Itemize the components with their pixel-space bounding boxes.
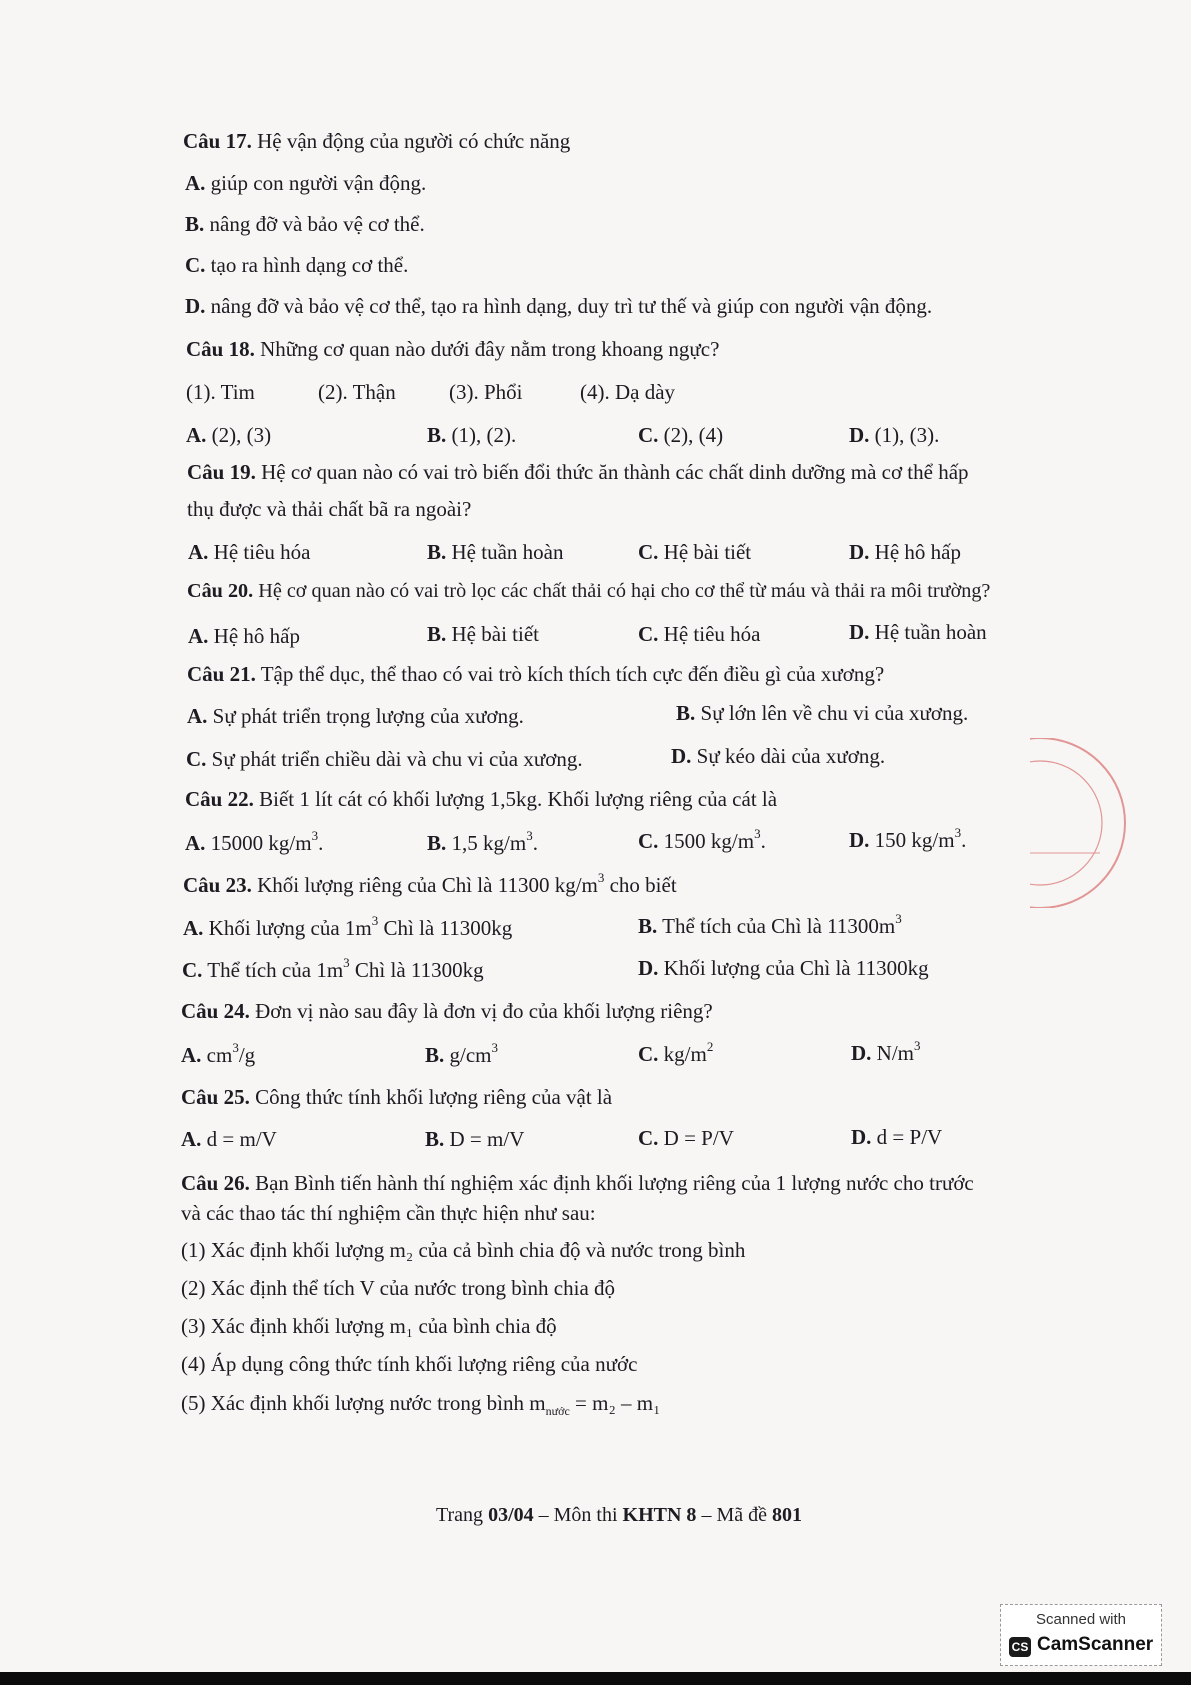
- option-text: nâng đỡ và bảo vệ cơ thể, tạo ra hình dạng, duy trì tư thế và giúp con người vận động.: [205, 294, 933, 318]
- option-c: [182, 957, 484, 983]
- question-label: Câu 21.: [187, 662, 256, 686]
- option-text: Khối lượng của 1m: [203, 916, 372, 940]
- option-letter: C.: [186, 747, 207, 771]
- option-d: [849, 619, 987, 645]
- option-text: (2), (4): [658, 423, 724, 447]
- option-a: [187, 703, 524, 729]
- question-text: Hệ vận động của người có chức năng: [251, 129, 571, 153]
- exponent: 3: [754, 826, 761, 841]
- option-text: Hệ bài tiết: [658, 540, 752, 564]
- option-text: tạo ra hình dạng cơ thể.: [205, 253, 409, 277]
- organ-item: (2). Thận: [318, 380, 396, 404]
- option-d: [849, 422, 939, 448]
- page-footer: [436, 1504, 802, 1527]
- option-letter: A.: [188, 540, 209, 564]
- option-letter: A.: [181, 1043, 202, 1067]
- option-b: [425, 1042, 498, 1068]
- exponent: 3: [895, 911, 902, 926]
- footer-text: – Mã đề: [696, 1504, 772, 1526]
- option-text: N/m: [871, 1041, 915, 1065]
- option-letter: D.: [849, 540, 870, 564]
- question-text-end: cho biết: [604, 873, 677, 897]
- footer-text: Trang: [436, 1504, 489, 1526]
- question-text: Những cơ quan nào dưới đây nằm trong khoang ngực?: [254, 337, 720, 361]
- option-a: [185, 170, 426, 196]
- option-text-end: Chì là 11300kg: [378, 916, 513, 940]
- option-b: [638, 913, 902, 939]
- option-b: [427, 422, 516, 448]
- exponent: 3: [491, 1040, 499, 1055]
- option-b: [427, 539, 563, 565]
- option-a: [183, 915, 512, 941]
- option-text-end: .: [760, 829, 766, 853]
- option-letter: C.: [638, 1042, 659, 1066]
- exponent: 3: [371, 913, 379, 928]
- option-text: 1,5 kg/m: [446, 831, 527, 855]
- question-label: Câu 26.: [181, 1171, 250, 1195]
- option-text: d = m/V: [201, 1127, 277, 1151]
- option-text: Thể tích của Chì là 11300m: [657, 914, 896, 938]
- option-letter: D.: [638, 956, 659, 980]
- option-text: Hệ hô hấp: [869, 540, 961, 564]
- camscanner-badge: [1000, 1604, 1162, 1666]
- option-d: [849, 827, 966, 853]
- step-4: (4) Áp dụng công thức tính khối lượng riêng của nước: [181, 1352, 638, 1376]
- question-21: [187, 661, 884, 687]
- option-text: nâng đỡ và bảo vệ cơ thể.: [204, 212, 425, 236]
- question-text: Bạn Bình tiến hành thí nghiệm xác định khối lượng riêng của 1 lượng nước cho trước: [249, 1171, 974, 1195]
- option-text: 150 kg/m: [869, 828, 955, 852]
- option-letter: B.: [185, 212, 205, 236]
- option-letter: A.: [185, 831, 206, 855]
- option-letter: D.: [185, 294, 206, 318]
- question-label: Câu 25.: [181, 1085, 250, 1109]
- footer-page: 03/04: [488, 1504, 534, 1526]
- option-letter: D.: [849, 620, 870, 644]
- option-text: cm: [201, 1043, 233, 1067]
- option-text: d = P/V: [871, 1125, 943, 1149]
- option-text-end: /g: [238, 1043, 256, 1067]
- option-text-end: .: [318, 831, 324, 855]
- option-letter: C.: [638, 1126, 659, 1150]
- exponent: 3: [311, 828, 319, 843]
- step-3: (3) Xác định khối lượng m₁ của bình chia độ: [181, 1314, 557, 1338]
- option-text: Hệ tuần hoàn: [446, 540, 564, 564]
- camscanner-logo-icon: CS: [1009, 1637, 1031, 1657]
- option-text: (1), (2).: [446, 423, 517, 447]
- step-5-end: = m₂ – m₁: [569, 1391, 661, 1415]
- option-letter: B.: [676, 701, 696, 725]
- step-1: (1) Xác định khối lượng m₂ của cả bình chia độ và nước trong bình: [181, 1238, 746, 1262]
- option-c: [638, 1041, 713, 1067]
- option-letter: A.: [183, 916, 204, 940]
- option-b: [427, 621, 539, 647]
- option-letter: C.: [638, 423, 659, 447]
- option-letter: D.: [671, 744, 692, 768]
- option-b: [676, 700, 968, 726]
- option-d: [849, 539, 961, 565]
- subscript: nước: [545, 1404, 570, 1419]
- option-c: [186, 746, 583, 772]
- organ-item: (3). Phổi: [449, 380, 523, 404]
- option-text: kg/m: [658, 1042, 707, 1066]
- option-text: 15000 kg/m: [205, 831, 312, 855]
- option-text: D = P/V: [658, 1126, 734, 1150]
- option-letter: B.: [425, 1043, 445, 1067]
- step-5-text: (5) Xác định khối lượng nước trong bình m: [181, 1391, 546, 1415]
- organ-item: (1). Tim: [186, 380, 255, 404]
- option-b: [425, 1126, 524, 1152]
- option-text: 1500 kg/m: [658, 829, 755, 853]
- option-letter: D.: [849, 828, 870, 852]
- question-24: [181, 998, 713, 1024]
- option-b: [185, 211, 425, 237]
- option-c: [638, 539, 751, 565]
- option-text: Hệ tuần hoàn: [869, 620, 987, 644]
- question-label: Câu 17.: [183, 129, 252, 153]
- option-text-end: Chì là 11300kg: [349, 958, 484, 982]
- option-letter: C.: [638, 829, 659, 853]
- option-text: (1), (3).: [869, 423, 940, 447]
- question-22: [185, 786, 777, 812]
- option-text: Sự phát triển trọng lượng của xương.: [207, 704, 524, 728]
- option-text: Sự lớn lên về chu vi của xương.: [695, 701, 969, 725]
- option-a: [185, 830, 323, 856]
- question-label: Câu 19.: [187, 460, 256, 484]
- option-d: [638, 955, 929, 981]
- option-c: [185, 252, 408, 278]
- question-23: [183, 872, 677, 898]
- option-a: [181, 1042, 255, 1068]
- exponent: 3: [526, 828, 533, 843]
- option-text: D = m/V: [444, 1127, 525, 1151]
- option-text: giúp con người vận động.: [205, 171, 427, 195]
- exponent: 3: [914, 1038, 921, 1053]
- question-text: Biết 1 lít cát có khối lượng 1,5kg. Khối lượng riêng của cát là: [253, 787, 778, 811]
- option-c: [638, 621, 760, 647]
- question-text: Hệ cơ quan nào có vai trò lọc các chất thải có hại cho cơ thể từ máu và thải ra môi trường?: [253, 580, 991, 602]
- option-letter: B.: [638, 914, 658, 938]
- organ-item: (4). Dạ dày: [580, 380, 676, 404]
- option-text-end: .: [532, 831, 538, 855]
- question-text: Khối lượng riêng của Chì là 11300 kg/m: [251, 873, 598, 897]
- scanned-with-text: Scanned with: [1035, 1611, 1127, 1628]
- exponent: 3: [232, 1040, 239, 1055]
- option-letter: A.: [187, 704, 208, 728]
- option-text: Thể tích của 1m: [202, 958, 344, 982]
- step-5: [181, 1390, 660, 1424]
- question-label: Câu 18.: [186, 337, 255, 361]
- option-text: Hệ tiêu hóa: [658, 622, 761, 646]
- option-text: (2), (3): [206, 423, 272, 447]
- option-letter: A.: [181, 1127, 202, 1151]
- step-2: (2) Xác định thể tích V của nước trong bình chia độ: [181, 1276, 616, 1300]
- option-text: Sự phát triển chiều dài và chu vi của xương.: [206, 747, 583, 771]
- option-d: [185, 293, 932, 319]
- footer-text: – Môn thi: [533, 1504, 623, 1526]
- option-c: [638, 1125, 734, 1151]
- question-label: Câu 23.: [183, 873, 252, 897]
- option-c: [638, 828, 766, 854]
- option-text-end: .: [961, 828, 967, 852]
- option-letter: D.: [851, 1041, 872, 1065]
- option-a: [186, 422, 271, 448]
- question-18: [186, 336, 719, 362]
- option-letter: D.: [849, 423, 870, 447]
- option-letter: A.: [188, 624, 209, 648]
- question-text: Tập thể dục, thể thao có vai trò kích thích tích cực đến điều gì của xương?: [255, 662, 885, 686]
- option-text: Khối lượng của Chì là 11300kg: [658, 956, 929, 980]
- option-a: [188, 539, 310, 565]
- exponent: 3: [597, 870, 605, 885]
- option-letter: C.: [638, 622, 659, 646]
- option-a: [181, 1126, 277, 1152]
- question-25: [181, 1084, 612, 1110]
- question-text: Công thức tính khối lượng riêng của vật là: [249, 1085, 613, 1109]
- option-letter: C.: [638, 540, 659, 564]
- option-text: Hệ hô hấp: [208, 624, 300, 648]
- option-letter: B.: [427, 423, 447, 447]
- option-letter: A.: [186, 423, 207, 447]
- question-17: [183, 128, 570, 154]
- option-letter: B.: [427, 831, 447, 855]
- footer-code: 801: [771, 1504, 802, 1526]
- option-text: Hệ bài tiết: [446, 622, 539, 646]
- footer-subject: KHTN 8: [622, 1504, 697, 1526]
- option-a: [188, 623, 300, 649]
- question-19: [187, 459, 969, 485]
- option-d: [851, 1124, 942, 1150]
- option-letter: C.: [182, 958, 203, 982]
- question-text: Hệ cơ quan nào có vai trò biến đổi thức ăn thành các chất dinh dưỡng mà cơ thể hấp: [255, 460, 969, 484]
- option-d: [671, 743, 885, 769]
- option-letter: B.: [427, 622, 447, 646]
- question-26-cont: và các thao tác thí nghiệm cần thực hiện như sau:: [181, 1201, 596, 1225]
- scan-edge: [0, 1672, 1191, 1685]
- question-label: Câu 24.: [181, 999, 250, 1023]
- question-20: [187, 578, 990, 604]
- option-text: Sự kéo dài của xương.: [691, 744, 886, 768]
- camscanner-name: CamScanner: [1037, 1634, 1154, 1655]
- option-d: [851, 1040, 921, 1066]
- question-19-cont: thụ được và thải chất bã ra ngoài?: [187, 497, 472, 521]
- question-label: Câu 20.: [187, 580, 254, 602]
- option-letter: D.: [851, 1125, 872, 1149]
- exponent: 3: [954, 825, 962, 840]
- option-letter: C.: [185, 253, 206, 277]
- exponent: 3: [343, 955, 350, 970]
- question-text: Đơn vị nào sau đây là đơn vị đo của khối lượng riêng?: [249, 999, 713, 1023]
- option-text: Hệ tiêu hóa: [208, 540, 311, 564]
- option-b: [427, 830, 538, 856]
- option-letter: B.: [427, 540, 447, 564]
- school-seal: [1030, 738, 1140, 908]
- option-letter: A.: [185, 171, 206, 195]
- option-letter: B.: [425, 1127, 445, 1151]
- option-text: g/cm: [444, 1043, 492, 1067]
- question-label: Câu 22.: [185, 787, 254, 811]
- option-c: [638, 422, 723, 448]
- exponent: 2: [706, 1039, 714, 1054]
- question-26: [181, 1170, 974, 1196]
